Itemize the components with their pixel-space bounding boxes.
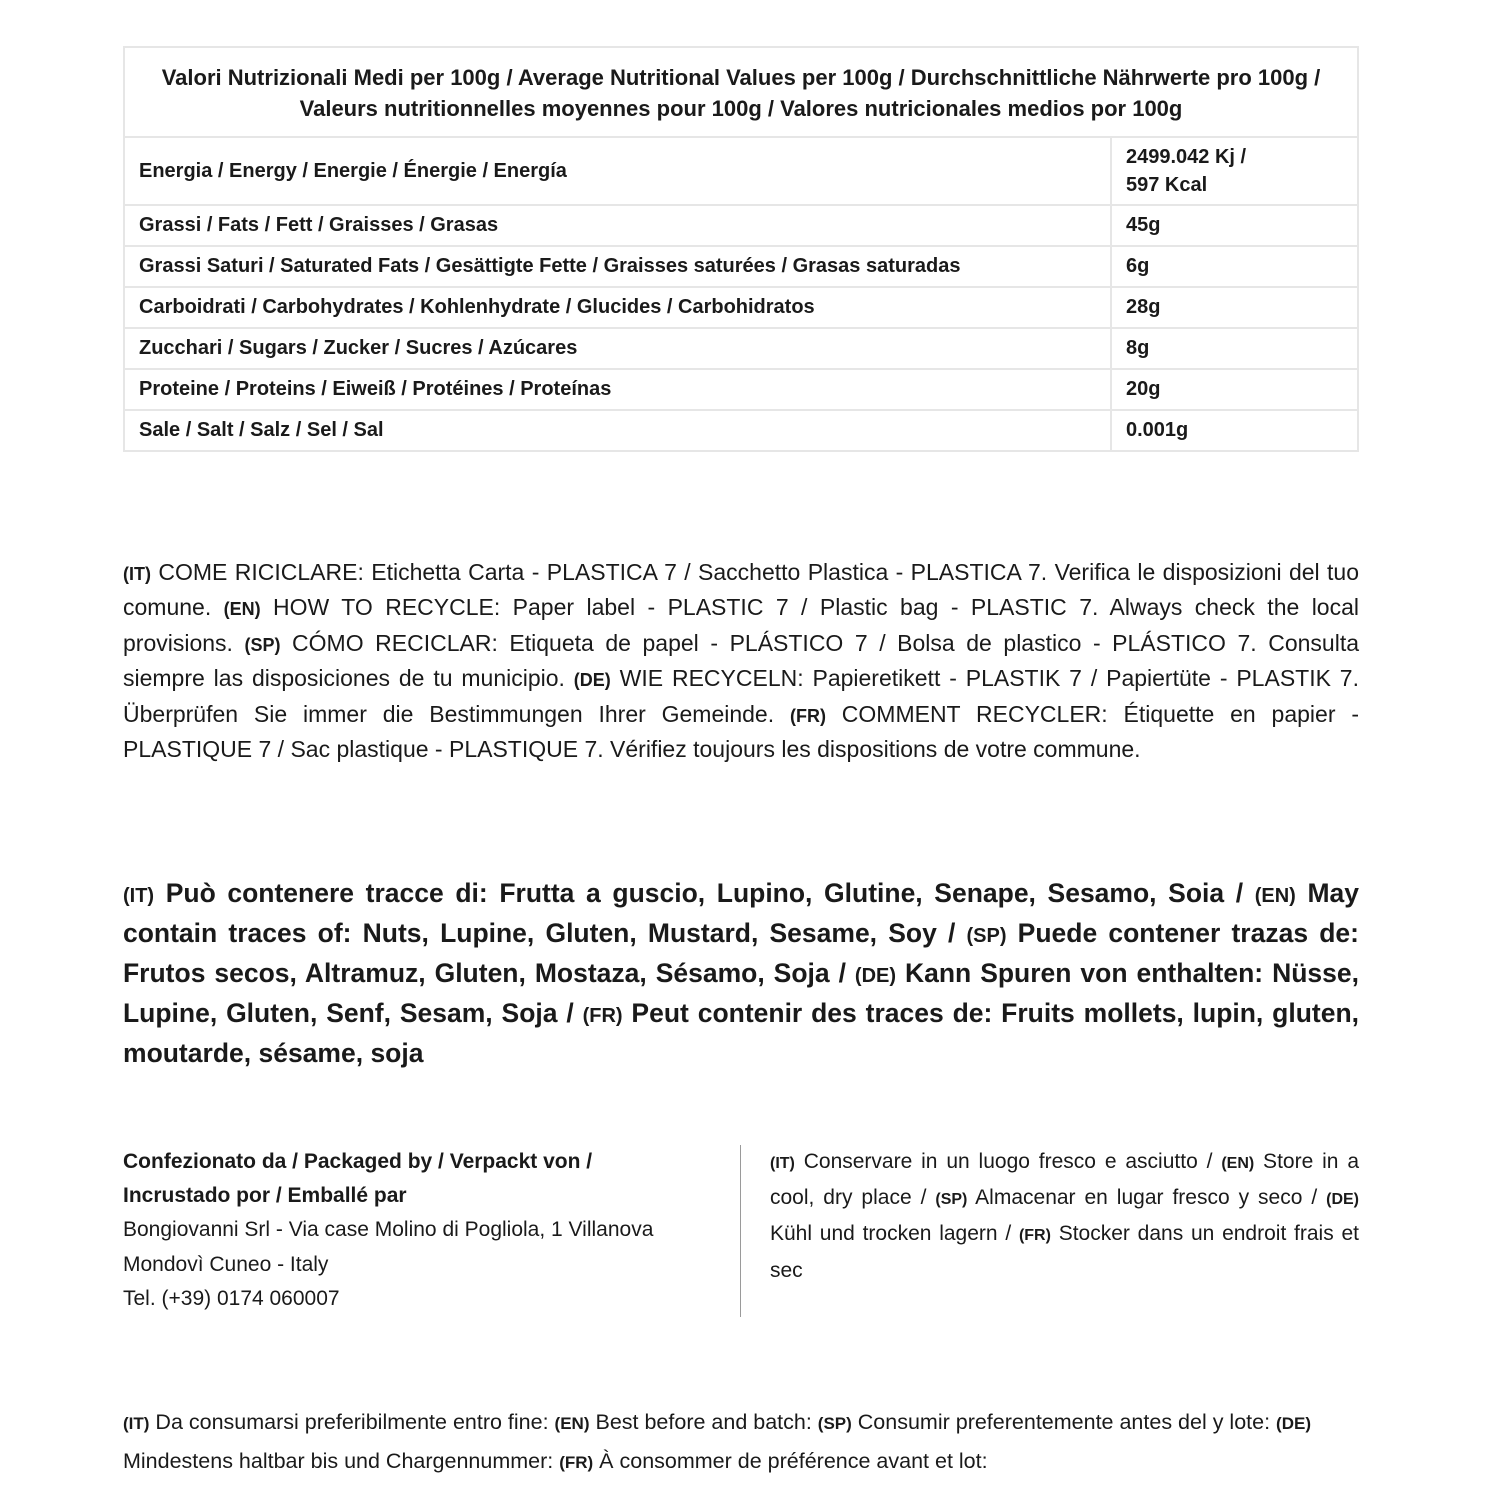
storage-text: Almacenar en lugar fresco y seco / [967,1186,1327,1210]
nutrition-label: Carboidrati / Carbohydrates / Kohlenhydrate / Glucides / Carbohidratos [124,287,1111,328]
best-before-text: Consumir preferentemente antes del y lote: [851,1410,1277,1434]
nutrition-value: 45g [1111,205,1358,246]
language-tag: (IT) [123,564,151,584]
language-tag: (IT) [123,1414,150,1433]
nutrition-table [123,46,1359,452]
recycling-text: WIE RECYCELN: Papieretikett - PLASTIK 7 / Papiertüte - PLASTIK 7. Überprüfen Sie immer die Bestimmungen Ihrer Gemeinde. [123,665,1359,727]
nutrition-label: Sale / Salt / Salz / Sel / Sal [124,410,1111,451]
allergen-text: Kann Spuren von enthalten: Nüsse, Lupine, Gluten, Senf, Sesam, Soja / [123,958,1359,1028]
best-before-text: Best before and batch: [589,1410,818,1434]
storage-text: Kühl und trocken lagern / [770,1222,1019,1246]
nutrition-label: Grassi Saturi / Saturated Fats / Gesättigte Fette / Graisses saturées / Grasas saturadas [124,246,1111,287]
packaged-by-heading-line: Confezionato da / Packaged by / Verpackt von / [123,1150,593,1173]
recycling-text: CÓMO RECICLAR: Etiqueta de papel - PLÁSTICO 7 / Bolsa de plastico - PLÁSTICO 7. Consulta siempre las disposiciones de tu municipio. [123,629,1359,692]
nutrition-row-fats [124,205,1358,246]
nutrition-value [1111,137,1358,205]
language-tag: (FR) [559,1452,594,1472]
storage-text: Stocker dans un endroit frais et sec [770,1222,1359,1282]
allergen-text: Puede contener trazas de: Frutos secos, Altramuz, Gluten, Mostaza, Sésamo, Soja / [123,918,1359,988]
language-tag: (SP) [817,1414,852,1433]
allergen-text: May contain traces of: Nuts, Lupine, Gluten, Mustard, Sesame, Soy / [123,878,1359,948]
storage-instructions [770,1145,1359,1288]
recycling-text: COMMENT RECYCLER: Étiquette en papier - PLASTIQUE 7 / Sac plastique - PLASTIQUE 7. Vérifiez toujours les dispositions de votre commune. [123,700,1359,763]
nutrition-label: Proteine / Proteins / Eiweiß / Protéines / Proteínas [124,369,1111,410]
nutrition-label: Zucchari / Sugars / Zucker / Sucres / Azúcares [124,328,1111,369]
language-tag: (DE) [1276,1414,1311,1433]
nutrition-row-salt [124,410,1358,451]
packaged-by-heading-line: Incrustado por / Emballé par [123,1184,407,1208]
best-before-notice [123,1404,1359,1481]
recycling-text: HOW TO RECYCLE: Paper label - PLASTIC 7 / Plastic bag - PLASTIC 7. Always check the local provisions. [123,594,1359,656]
allergen-text: Peut contenir des traces de: Fruits mollets, lupin, gluten, moutarde, sésame, soja [123,998,1360,1068]
language-tag: (EN) [1221,1155,1255,1172]
packager-phone: Tel. (+39) 0174 060007 [123,1286,340,1310]
language-tag: (EN) [223,599,261,620]
language-tag: (DE) [1326,1191,1360,1209]
nutrition-value: 6g [1111,246,1358,287]
nutrition-value: 0.001g [1111,410,1358,451]
language-tag: (EN) [1254,885,1296,907]
language-tag: (DE) [854,965,897,987]
nutrition-row-energy [124,137,1358,205]
packager-address-line: Bongiovanni Srl - Via case Molino di Pogliola, 1 Villanova [123,1218,654,1242]
packaged-by-block [123,1145,713,1316]
nutrition-label: Energia / Energy / Energie / Énergie / Energía [124,137,1111,205]
nutrition-row-saturated-fats [124,246,1358,287]
nutrition-row-proteins [124,369,1358,410]
nutrition-header-row [124,47,1358,137]
packaging-storage-section [123,1145,1359,1317]
language-tag: (FR) [789,705,826,726]
language-tag: (FR) [582,1005,623,1027]
allergen-text: Può contenere tracce di: Frutta a guscio, Lupino, Glutine, Senape, Sesamo, Soia / [154,878,1255,908]
nutrition-header: Valori Nutrizionali Medi per 100g / Average Nutritional Values per 100g / Durchschnittliche Nährwerte pro 100g / Valeurs nutritionnelles moyennes pour 100g / Valores nutricionales medios por 100g [124,47,1358,137]
language-tag: (SP) [244,634,281,655]
storage-text: Conservare in un luogo fresco e asciutto / [794,1150,1222,1173]
storage-text: Store in a cool, dry place / [770,1150,1359,1210]
label-document [123,46,1360,1473]
nutrition-value: 8g [1111,328,1358,369]
language-tag: (FR) [1018,1227,1051,1245]
packager-address-line: Mondovì Cuneo - Italy [123,1252,329,1276]
language-tag: (IT) [123,885,155,907]
best-before-text: À consommer de préférence avant et lot: [593,1448,988,1473]
best-before-text: Mindestens haltbar bis und Chargennummer: [123,1448,560,1473]
recycling-text: COME RICICLARE: Etichetta Carta - PLASTICA 7 / Sacchetto Plastica - PLASTICA 7. Verifica le disposizioni del tuo comune. [123,559,1359,621]
energy-kj: 2499.042 Kj / [1126,146,1247,168]
best-before-text: Da consumarsi preferibilmente entro fine: [149,1410,555,1434]
language-tag: (IT) [770,1155,795,1172]
allergen-warning [123,875,1359,1072]
language-tag: (DE) [573,670,611,691]
nutrition-label: Grassi / Fats / Fett / Graisses / Grasas [124,205,1111,246]
column-divider [740,1145,741,1317]
nutrition-value: 20g [1111,369,1358,410]
language-tag: (SP) [935,1191,968,1209]
nutrition-row-sugars [124,328,1358,369]
nutrition-row-carbohydrates [124,287,1358,328]
language-tag: (SP) [966,925,1007,947]
nutrition-value: 28g [1111,287,1358,328]
energy-kcal: 597 Kcal [1126,174,1208,196]
recycling-instructions [123,556,1359,766]
language-tag: (EN) [554,1414,590,1433]
